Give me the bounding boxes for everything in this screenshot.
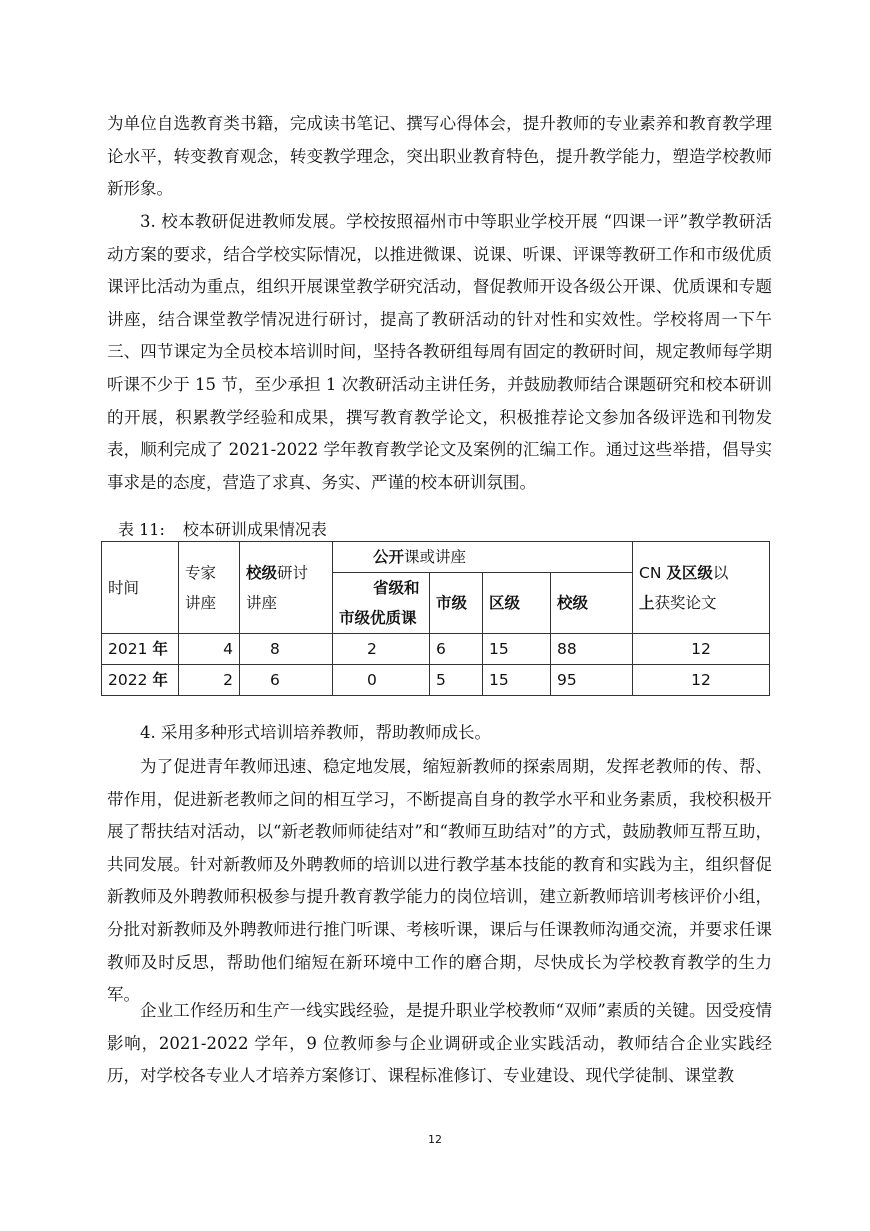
table-caption-number: 表 11: [118,520,165,539]
header-school-seminar [240,542,333,634]
cell-school-seminar: 8 [240,634,333,665]
header-school: 校级 [551,573,633,634]
paragraph-heading-training: 4. 采用多种形式培训培养教师，帮助教师成长。 [140,723,491,742]
cell-school-seminar: 6 [240,665,333,696]
training-results-table [101,541,770,696]
header-district: 区级 [483,573,551,634]
header-provincial-line2: 市级优质课 [339,609,417,627]
cell-school: 88 [551,634,633,665]
cell-year-number: 2022 [108,671,148,689]
table-caption [118,519,327,541]
cell-expert: 2 [179,665,240,696]
cell-expert: 4 [179,634,240,665]
header-provincial [333,573,430,634]
cell-papers: 12 [633,634,770,665]
cell-year [102,665,179,696]
header-open-class-rest: 课或讲座 [404,548,467,566]
cell-district: 15 [483,634,551,665]
header-school-seminar-line2: 讲座 [246,593,278,612]
header-papers-bold: 及区级 [666,563,713,582]
header-open-class-bold: 公开 [373,548,405,566]
header-time-label: 时间 [108,578,140,597]
header-expert-line2: 讲座 [185,593,217,612]
cell-provincial: 0 [333,665,430,696]
cell-city: 6 [430,634,483,665]
header-expert [179,542,240,634]
cell-city: 5 [430,665,483,696]
paragraph-enterprise-practice: 企业工作经历和生产一线实践经验，是提升职业学校教师“双师”素质的关键。因受疫情影响，2021-2022 学年，9 位教师参与企业调研或企业实践活动，教师结合企业实践经历，对学校各专业人才培养方案修订、课程标准修订、专业建设、现代学徒制、课堂教 [107,1001,772,1086]
cell-school: 95 [551,665,633,696]
page-number: 12 [428,1133,442,1146]
cell-papers: 12 [633,665,770,696]
header-city: 市级 [430,573,483,634]
cell-district: 15 [483,665,551,696]
table-caption-title: 校本研训成果情况表 [182,520,327,539]
header-papers-shang: 上 [639,593,655,612]
cell-year-suffix: 年 [152,671,168,689]
header-papers [633,542,770,634]
table-row [102,634,770,665]
header-provincial-line1: 省级和 [373,579,420,597]
header-papers-line2: 获奖论文 [654,593,717,612]
header-papers-cn: CN [639,563,667,582]
cell-year [102,634,179,665]
header-time [102,542,179,634]
table-row [102,665,770,696]
header-school-seminar-rest: 研讨 [277,563,309,582]
cell-provincial: 2 [333,634,430,665]
paragraph-reading: 为单位自选教育类书籍，完成读书笔记、撰写心得体会，提升教师的专业素养和教育教学理论水平，转变教育观念，转变教学理念，突出职业教育特色，提升教学能力，塑造学校教师新形象。 [107,114,772,199]
cell-year-number: 2021 [108,640,148,658]
paragraph-mentoring: 为了促进青年教师迅速、稳定地发展，缩短新教师的探索周期，发挥老教师的传、帮、带作用，促进新老教师之间的相互学习，不断提高自身的教学水平和业务素质，我校积极开展了帮扶结对活动，以“新老教师师徒结对”和“教师互助结对”的方式，鼓励教师互帮互助，共同发展。针对新教师及外聘教师的培训以进行教学基本技能的教育和实践为主，组织督促新教师及外聘教师积极参与提升教育教学能力的岗位培训，建立新教师培训考核评价小组，分批对新教师及外聘教师进行推门听课、考核听课，课后与任课教师沟通交流，并要求任课教师及时反思，帮助他们缩短在新环境中工作的磨合期，尽快成长为学校教育教学的生力军。 [107,757,772,1005]
header-school-seminar-bold: 校级 [246,563,278,582]
header-papers-yi: 以 [712,563,729,582]
cell-year-suffix: 年 [152,640,168,658]
paragraph-school-research: 3. 校本教研促进教师发展。学校按照福州市中等职业学校开展 “四课一评”教学教研活动方案的要求，结合学校实际情况，以推进微课、说课、听课、评课等教研工作和市级优质课评比活动为重点，组织开展课堂教学研究活动，督促教师开设各级公开课、优质课和专题讲座，结合课堂教学情况进行研讨，提高了教研活动的针对性和实效性。学校将周一下午三、四节课定为全员校本培训时间，坚持各教研组每周有固定的教研时间，规定教师每学期听课不少于 15 节，至少承担 1 次教研活动主讲任务，并鼓励教师结合课题研究和校本研训的开展，积累教学经验和成果，撰写教育教学论文，积极推荐论文参加各级评选和刊物发表，顺利完成了 2021-2022 学年教育教学论文及案例的汇编工作。通过这些举措，倡导实事求是的态度，营造了求真、务实、严谨的校本研训氛围。 [107,212,772,492]
table-header-row-1 [102,542,770,573]
header-open-class-group [333,542,633,573]
header-expert-line1: 专家 [185,563,217,582]
